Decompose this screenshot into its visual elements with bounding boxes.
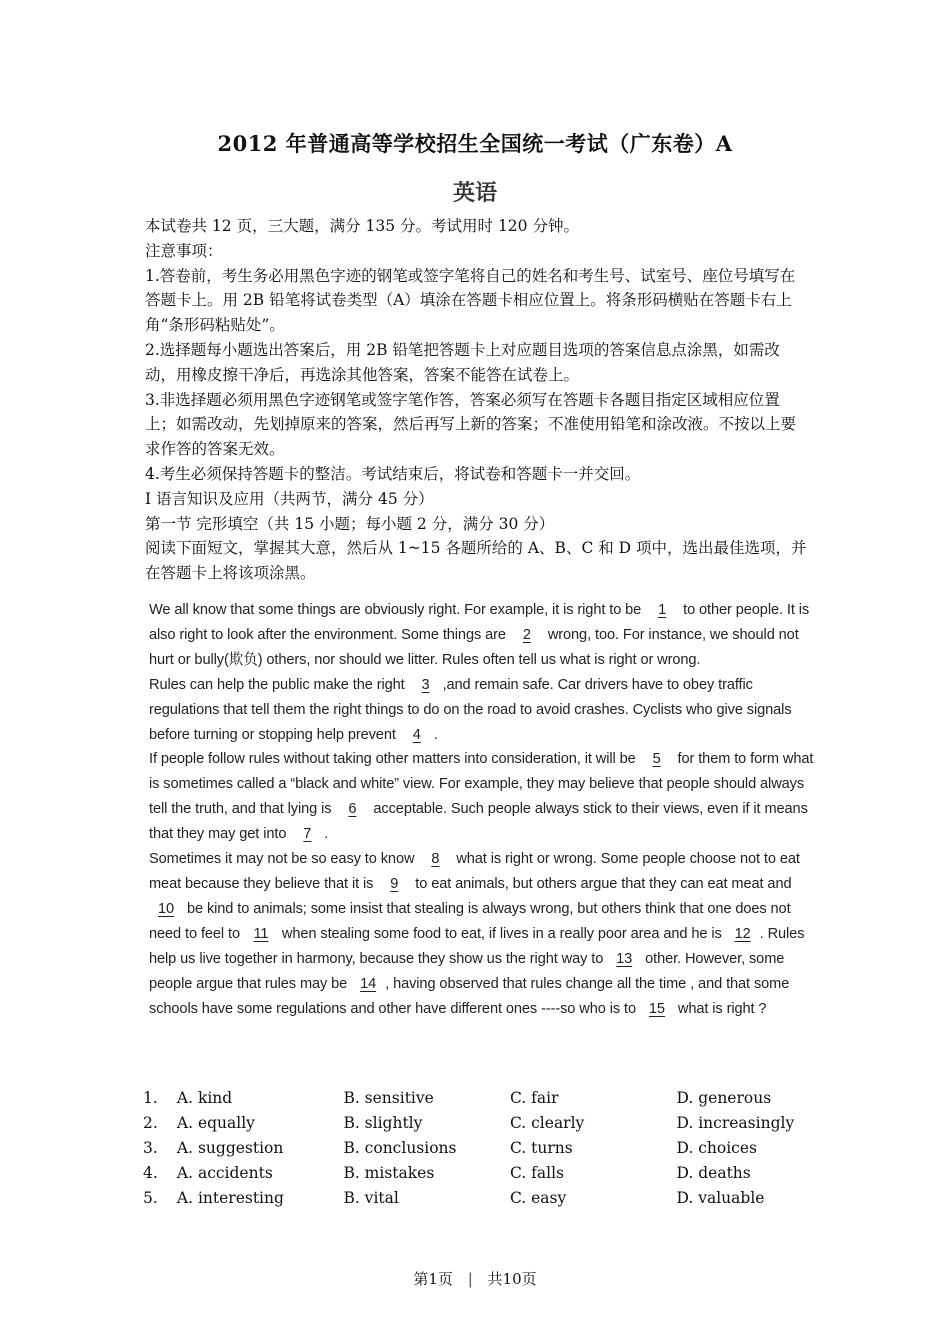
cloze-blank: 1	[658, 602, 667, 618]
option-a: A. suggestion	[176, 1139, 284, 1157]
cloze-passage	[149, 598, 814, 1021]
passage-text: .	[433, 726, 438, 743]
passage-text: other. However, some people argue that rules may be	[149, 950, 785, 992]
page-total: 共10页	[487, 1270, 537, 1288]
passage-text: .	[324, 826, 329, 843]
option-d: D. deaths	[676, 1164, 751, 1182]
option-b: B. vital	[343, 1189, 399, 1207]
option-row	[143, 1086, 843, 1111]
question-number: 1.	[143, 1089, 158, 1107]
question-number: 4.	[143, 1164, 158, 1182]
passage-text: Rules can help the public make the right	[149, 676, 409, 693]
option-c: C. falls	[509, 1164, 564, 1182]
intro-line: 注意事项：	[145, 241, 223, 260]
cloze-blank: 13	[616, 950, 633, 967]
passage-text: ,and remain safe. Car drivers have to obey traffic regulations that tell them the right things to do on the road to avoid crashes. Cyclists who give signals before turning or stopping help prevent	[149, 676, 792, 743]
option-b: B. conclusions	[343, 1139, 457, 1157]
option-row	[143, 1111, 843, 1136]
subsection-heading: 第一节 完形填空（共 15 小题；每小题 2 分，满分 30 分）	[145, 514, 555, 533]
option-a: A. accidents	[176, 1164, 273, 1182]
passage-text: what is right ?	[673, 1000, 767, 1017]
page-number: 第1页	[413, 1270, 453, 1288]
option-row	[143, 1136, 843, 1161]
section-heading: I 语言知识及应用（共两节，满分 45 分）	[145, 489, 434, 508]
subject-heading: 英语	[452, 180, 497, 206]
option-row	[143, 1186, 843, 1211]
intro-line: 1.答卷前，考生务必用黑色字迹的钢笔或签字笔将自己的姓名和考生号、试室号、座位号填写在答题卡上。用 2B 铅笔将试卷类型（A）填涂在答题卡相应位置上。将条形码横贴在答题卡右上角“条形码粘贴处”。	[145, 266, 796, 335]
passage-text: If people follow rules without taking other matters into consideration, it will be	[149, 751, 640, 768]
option-b: B. mistakes	[343, 1164, 435, 1182]
question-number: 2.	[143, 1114, 158, 1132]
cloze-blank: 5	[652, 751, 661, 768]
passage-text: , having observed that rules change all the time , and that some schools have some regulations and other have different ones ----so who is to	[149, 975, 790, 1017]
option-d: D. choices	[676, 1139, 757, 1157]
option-a: A. kind	[176, 1089, 233, 1107]
cloze-blank: 2	[522, 626, 531, 643]
passage-text: what is right or wrong. Some people choose not to eat meat because they believe that it is	[149, 851, 800, 892]
cloze-blank: 11	[253, 925, 269, 942]
footer-separator: |	[467, 1270, 473, 1288]
intro-line: 2.选择题每小题选出答案后，用 2B 铅笔把答题卡上对应题目选项的答案信息点涂黑，如需改动，用橡皮擦干净后，再选涂其他答案，答案不能答在试卷上。	[145, 340, 780, 384]
intro-line: 本试卷共 12 页，三大题，满分 135 分。考试用时 120 分钟。	[145, 217, 579, 235]
option-b: B. sensitive	[343, 1089, 434, 1107]
passage-text: wrong, too. For instance, we should not hurt or bully(欺负) others, nor should we litter. Rules often tell us what is right or wrong.	[149, 626, 799, 668]
exam-title: 2012 年普通高等学校招生全国统一考试（广东卷）A	[217, 131, 733, 156]
option-a: A. equally	[176, 1114, 255, 1132]
option-d: D. generous	[676, 1089, 772, 1107]
option-d: D. valuable	[676, 1189, 765, 1207]
passage-text: when stealing some food to eat, if lives in a really poor area and he is	[277, 925, 726, 942]
option-c: C. clearly	[509, 1114, 585, 1132]
option-b: B. slightly	[343, 1114, 423, 1132]
passage-text: to other people. It is also right to look after the environment. Some things are	[149, 602, 810, 643]
question-number: 3.	[143, 1139, 158, 1157]
cloze-directions: 阅读下面短文，掌握其大意，然后从 1~15 各题所给的 A、B、C 和 D 项中，选出最佳选项，并在答题卡上将该项涂黑。	[145, 539, 807, 583]
question-number: 5.	[143, 1189, 158, 1207]
cloze-blank: 4	[412, 726, 421, 743]
passage-text: We all know that some things are obviously right. For example, it is right to be	[149, 602, 646, 618]
instructions-block	[145, 214, 810, 586]
cloze-blank: 8	[431, 851, 440, 868]
option-c: C. turns	[509, 1139, 573, 1157]
option-c: C. easy	[509, 1189, 567, 1207]
option-c: C. fair	[509, 1089, 559, 1107]
cloze-blank: 9	[390, 875, 399, 892]
passage-text: to eat animals, but others argue that they can eat meat and	[411, 875, 792, 892]
option-row	[143, 1161, 843, 1186]
page-footer	[0, 1268, 950, 1289]
passage-text: Sometimes it may not be so easy to know	[149, 851, 419, 868]
answer-options	[143, 1086, 843, 1211]
intro-line: 4.考生必须保持答题卡的整洁。考试结束后，将试卷和答题卡一并交回。	[145, 464, 641, 483]
passage-text: acceptable. Such people always stick to their views, even if it means that they may get into	[149, 801, 808, 843]
cloze-blank: 12	[734, 925, 751, 942]
cloze-blank: 7	[303, 826, 312, 843]
passage-text: . Rules help us live together in harmony, because they show us the right way to	[149, 925, 805, 967]
option-d: D. increasingly	[676, 1114, 795, 1132]
cloze-blank: 3	[421, 676, 430, 693]
cloze-blank: 15	[648, 1000, 665, 1017]
passage-text: be kind to animals; some insist that stealing is always wrong, but others think that one does not need to feel to	[149, 900, 791, 942]
cloze-blank: 6	[348, 801, 357, 818]
passage-text: for them to form what is sometimes called a “black and white” view. For example, they may believe that people should always tell the truth, and that lying is	[149, 751, 814, 818]
cloze-blank: 10	[157, 900, 175, 917]
intro-line: 3.非选择题必须用黑色字迹钢笔或签字笔作答，答案必须写在答题卡各题目指定区域相应位置上；如需改动，先划掉原来的答案，然后再写上新的答案；不准使用铅笔和涂改液。不按以上要求作答的答案无效。	[145, 390, 797, 459]
option-a: A. interesting	[176, 1189, 284, 1207]
cloze-blank: 14	[360, 975, 377, 992]
